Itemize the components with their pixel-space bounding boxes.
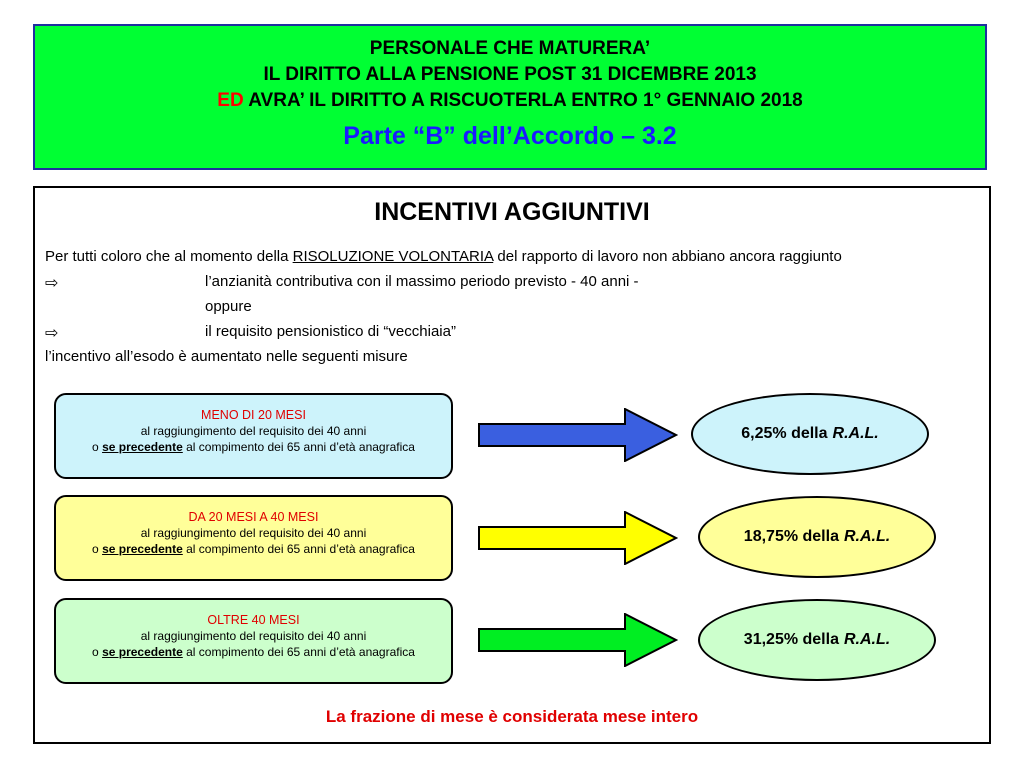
tier-3-line-3	[56, 644, 451, 660]
tier-1-arrow-shape	[479, 409, 676, 461]
banner-line-3	[35, 88, 985, 114]
conclusion-text: l’incentivo all’esodo è aumentato nelle seguenti misure	[45, 348, 408, 365]
banner-ed-highlight: ED	[217, 90, 244, 111]
intro-after: del rapporto di lavoro non abbiano ancora raggiunto	[493, 248, 842, 265]
tier-3-underlined: se precedente	[102, 645, 183, 659]
tier-2-result-unit: R.A.L.	[843, 528, 891, 545]
tier-2-underlined: se precedente	[102, 542, 183, 556]
intro-text	[45, 248, 842, 265]
arrow-bullet-icon: ⇨	[45, 325, 59, 342]
tier-3-result-value: 31,25% della	[743, 631, 839, 648]
tier-3-prefix: o	[92, 645, 103, 659]
tier-1-line-3	[56, 439, 451, 455]
conclusion-row	[45, 348, 945, 365]
tier-2-line-3	[56, 541, 451, 557]
tier-2-condition-box	[54, 495, 453, 581]
tier-1-rest: al compimento dei 65 anni d’età anagrafica	[182, 440, 415, 454]
banner-line-1: PERSONALE CHE MATURERA’	[369, 38, 651, 59]
tier-2-result-ellipse	[698, 496, 936, 578]
tier-3-arrow-shape	[479, 614, 676, 666]
footer-note: La frazione di mese è considerata mese intero	[325, 707, 699, 726]
tier-3-result-ellipse	[698, 599, 936, 681]
tier-3-heading: OLTRE 40 MESI	[207, 613, 300, 627]
tier-2-right-arrow-icon	[478, 511, 678, 565]
tier-1-result-ellipse	[691, 393, 929, 475]
arrow-bullet-icon: ⇨	[45, 275, 59, 292]
bullet-2-text: il requisito pensionistico di “vecchiaia”	[205, 323, 456, 340]
tier-2-arrow-shape	[479, 512, 676, 564]
banner-subtitle: Parte “B” dell’Accordo – 3.2	[343, 122, 677, 150]
tier-2-prefix: o	[92, 542, 103, 556]
tier-3-result-unit: R.A.L.	[843, 631, 891, 648]
bullet-1-text: l’anzianità contributiva con il massimo periodo previsto - 40 anni -	[205, 273, 639, 290]
header-banner	[33, 24, 987, 170]
tier-3-right-arrow-icon	[478, 613, 678, 667]
tier-1-prefix: o	[92, 440, 103, 454]
tier-2-line-2: al raggiungimento del requisito dei 40 anni	[140, 526, 367, 540]
tier-1-condition-box	[54, 393, 453, 479]
panel-title: INCENTIVI AGGIUNTIVI	[374, 198, 650, 226]
main-panel	[33, 186, 991, 744]
tier-3-rest: al compimento dei 65 anni d’età anagrafica	[182, 645, 415, 659]
tier-2-heading: DA 20 MESI A 40 MESI	[188, 510, 319, 524]
tier-2-result-value: 18,75% della	[743, 528, 839, 545]
oppure-text: oppure	[205, 298, 252, 315]
tier-1-heading: MENO DI 20 MESI	[201, 408, 306, 422]
intro-underlined: RISOLUZIONE VOLONTARIA	[292, 248, 494, 265]
tier-1-result-value: 6,25% della	[741, 425, 828, 442]
banner-line-2: IL DIRITTO ALLA PENSIONE POST 31 DICEMBRE 2013	[263, 64, 757, 85]
tier-2-rest: al compimento dei 65 anni d’età anagrafica	[182, 542, 415, 556]
tier-1-underlined: se precedente	[102, 440, 183, 454]
intro-before: Per tutti coloro che al momento della	[45, 248, 293, 265]
tier-1-right-arrow-icon	[478, 408, 678, 462]
tier-1-result-unit: R.A.L.	[832, 425, 879, 442]
tier-3-line-2: al raggiungimento del requisito dei 40 anni	[140, 629, 367, 643]
tier-3-condition-box	[54, 598, 453, 684]
banner-line-3-rest: AVRA’ IL DIRITTO A RISCUOTERLA ENTRO 1° GENNAIO 2018	[243, 90, 803, 111]
tier-1-line-2: al raggiungimento del requisito dei 40 anni	[140, 424, 367, 438]
